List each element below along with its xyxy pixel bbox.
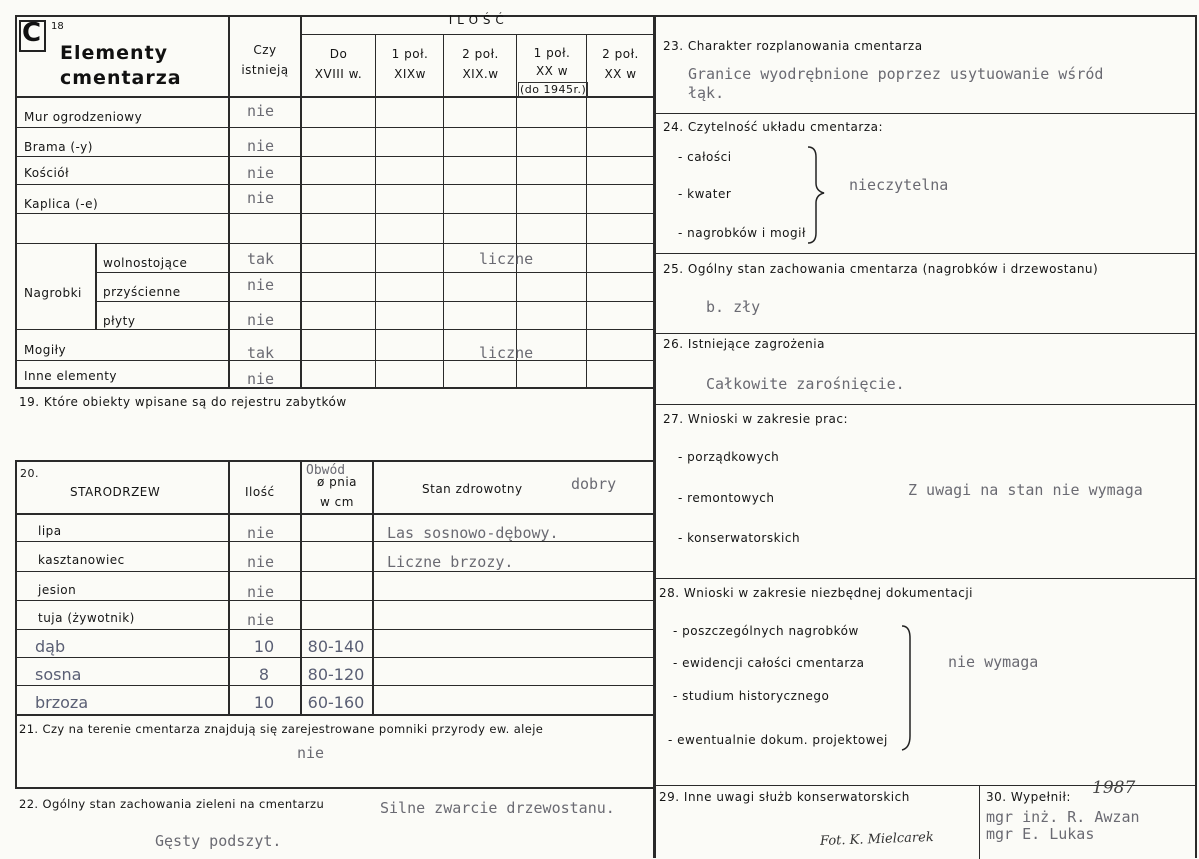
title-line1: Elementy [60, 42, 169, 64]
q24-item-kwater: - kwater [678, 187, 732, 201]
row-inne-label: Inne elementy [24, 369, 118, 383]
col-1pol-xx: 1 poł. XX w (do 1945r.) [520, 46, 587, 96]
row-wolnostojace-exists: tak [247, 250, 275, 268]
q23-line1: Granice wyodrębnione poprzez usytuowanie wśród [688, 65, 1104, 83]
row-brama-label: Brama (-y) [24, 140, 93, 154]
col-obwod-typed: Obwód [306, 463, 346, 478]
col-do-xviii: Do XVIII w. [314, 47, 363, 81]
tree-count: 10 [253, 693, 275, 712]
q30-label: 30. Wypełnił: [986, 790, 1071, 804]
tree-name: sosna [35, 665, 82, 684]
tree-count: nie [247, 583, 275, 601]
q21-value: nie [297, 744, 325, 762]
row-plyty-label: płyty [103, 314, 136, 328]
q28-value: nie wymaga [948, 653, 1039, 671]
row-wolnostojace-label: wolnostojące [103, 256, 188, 270]
q28-item-projektowej: - ewentualnie dokum. projektowej [668, 733, 888, 747]
photo-signature: Fot. K. Mielcarek [819, 830, 934, 849]
tree-count: 8 [258, 665, 270, 684]
tree-note: Las sosnowo-dębowy. [387, 524, 559, 542]
col-2pol-xx: 2 poł. XX w [602, 47, 639, 81]
tree-name: brzoza [35, 693, 89, 712]
q27-item-konserwatorskich: - konserwatorskich [678, 531, 801, 545]
q24-brace [806, 145, 826, 245]
row-kaplica-label: Kaplica (-e) [24, 197, 99, 211]
q24-label: 24. Czytelność układu cmentarza: [663, 120, 884, 134]
q24-value: nieczytelna [849, 176, 949, 194]
q30-year: 1987 [1092, 778, 1136, 798]
q20-number: 20. [20, 467, 39, 480]
q30-name1: mgr inż. R. Awzan [986, 808, 1140, 826]
card-letter: C [22, 18, 42, 48]
q23-line2: łąk. [688, 84, 725, 102]
row-mogily-label: Mogiły [24, 343, 67, 357]
col-obwod: ø pnia w cm [316, 475, 358, 509]
row-mur-label: Mur ogrodzeniowy [24, 110, 143, 124]
col-czy-istnieja: Czy istnieją [241, 43, 289, 77]
row-plyty-exists: nie [247, 311, 275, 329]
q22-value2: Gęsty podszyt. [155, 832, 282, 850]
q23-label: 23. Charakter rozplanowania cmentarza [663, 39, 923, 53]
row-mur-exists: nie [247, 102, 275, 120]
q24-item-calosci: - całości [678, 150, 732, 164]
row-przyscienne-label: przyścienne [103, 285, 181, 299]
tree-name: tuja (żywotnik) [38, 611, 135, 625]
q28-item-ewidencji: - ewidencji całości cmentarza [673, 656, 865, 670]
q22-value1: Silne zwarcie drzewostanu. [380, 799, 615, 817]
row-inne-exists: nie [247, 370, 275, 388]
tree-name: kasztanowiec [38, 553, 125, 567]
stan-zdrowotny-value: dobry [571, 475, 617, 493]
row-kosciol-label: Kościół [24, 166, 70, 180]
q27-item-remontowych: - remontowych [678, 491, 775, 505]
q26-label: 26. Istniejące zagrożenia [663, 337, 825, 351]
tree-name: dąb [35, 637, 66, 656]
tree-girth: 80-140 [307, 637, 365, 656]
tree-count: 10 [253, 637, 275, 656]
tree-girth: 80-120 [307, 665, 365, 684]
row-kosciol-exists: nie [247, 164, 275, 182]
q21-label: 21. Czy na terenie cmentarza znajdują się zarejestrowane pomniki przyrody ew. aleje [19, 722, 544, 736]
tree-girth: 60-160 [307, 693, 365, 712]
q26-value: Całkowite zarośnięcie. [706, 375, 905, 393]
q24-item-nagrobkow: - nagrobków i mogił [678, 226, 806, 240]
q22-label: 22. Ogólny stan zachowania zieleni na cmentarzu [19, 797, 325, 811]
tree-count: nie [247, 524, 275, 542]
col-ilosc: Ilość [245, 485, 275, 499]
q27-item-porzadkowych: - porządkowych [678, 450, 780, 464]
q28-brace [900, 624, 914, 754]
row-przyscienne-exists: nie [247, 276, 275, 294]
tree-name: jesion [38, 583, 77, 597]
row-mogily-exists: tak [247, 344, 275, 362]
q25-value: b. zły [706, 298, 761, 316]
q30-name2: mgr E. Lukas [986, 825, 1095, 843]
nagrobki-label: Nagrobki [24, 286, 82, 300]
row-kaplica-exists: nie [247, 189, 275, 207]
q28-item-nagrobkow: - poszczególnych nagrobków [673, 624, 859, 638]
col-stan-zdrowotny: Stan zdrowotny [422, 482, 523, 496]
title-line2: cmentarza [60, 67, 182, 89]
q28-label: 28. Wnioski w zakresie niezbędnej dokumentacji [659, 586, 973, 600]
col-2pol-xix: 2 poł. XIX.w [462, 47, 499, 81]
q27-value: Z uwagi na stan nie wymaga [908, 481, 1143, 499]
row-mogily-count: liczne [479, 344, 534, 362]
col-ilosc-header: I L O Ś Ć [448, 13, 505, 27]
col-1pol-xix: 1 poł. XIXw [391, 47, 429, 81]
tree-note: Liczne brzozy. [387, 553, 514, 571]
tree-name: lipa [38, 524, 62, 538]
row-brama-exists: nie [247, 137, 275, 155]
col-starodrzew: STARODRZEW [70, 485, 161, 499]
q27-label: 27. Wnioski w zakresie prac: [663, 412, 849, 426]
q19-label: 19. Które obiekty wpisane są do rejestru zabytków [19, 395, 347, 409]
q29-label: 29. Inne uwagi służb konserwatorskich [659, 790, 910, 804]
row-wolnostojace-count: liczne [479, 250, 534, 268]
q28-item-studium: - studium historycznego [673, 689, 830, 703]
tree-count: nie [247, 553, 275, 571]
tree-count: nie [247, 611, 275, 629]
q25-label: 25. Ogólny stan zachowania cmentarza (nagrobków i drzewostanu) [663, 262, 1099, 276]
card-number: 18 [51, 21, 64, 32]
